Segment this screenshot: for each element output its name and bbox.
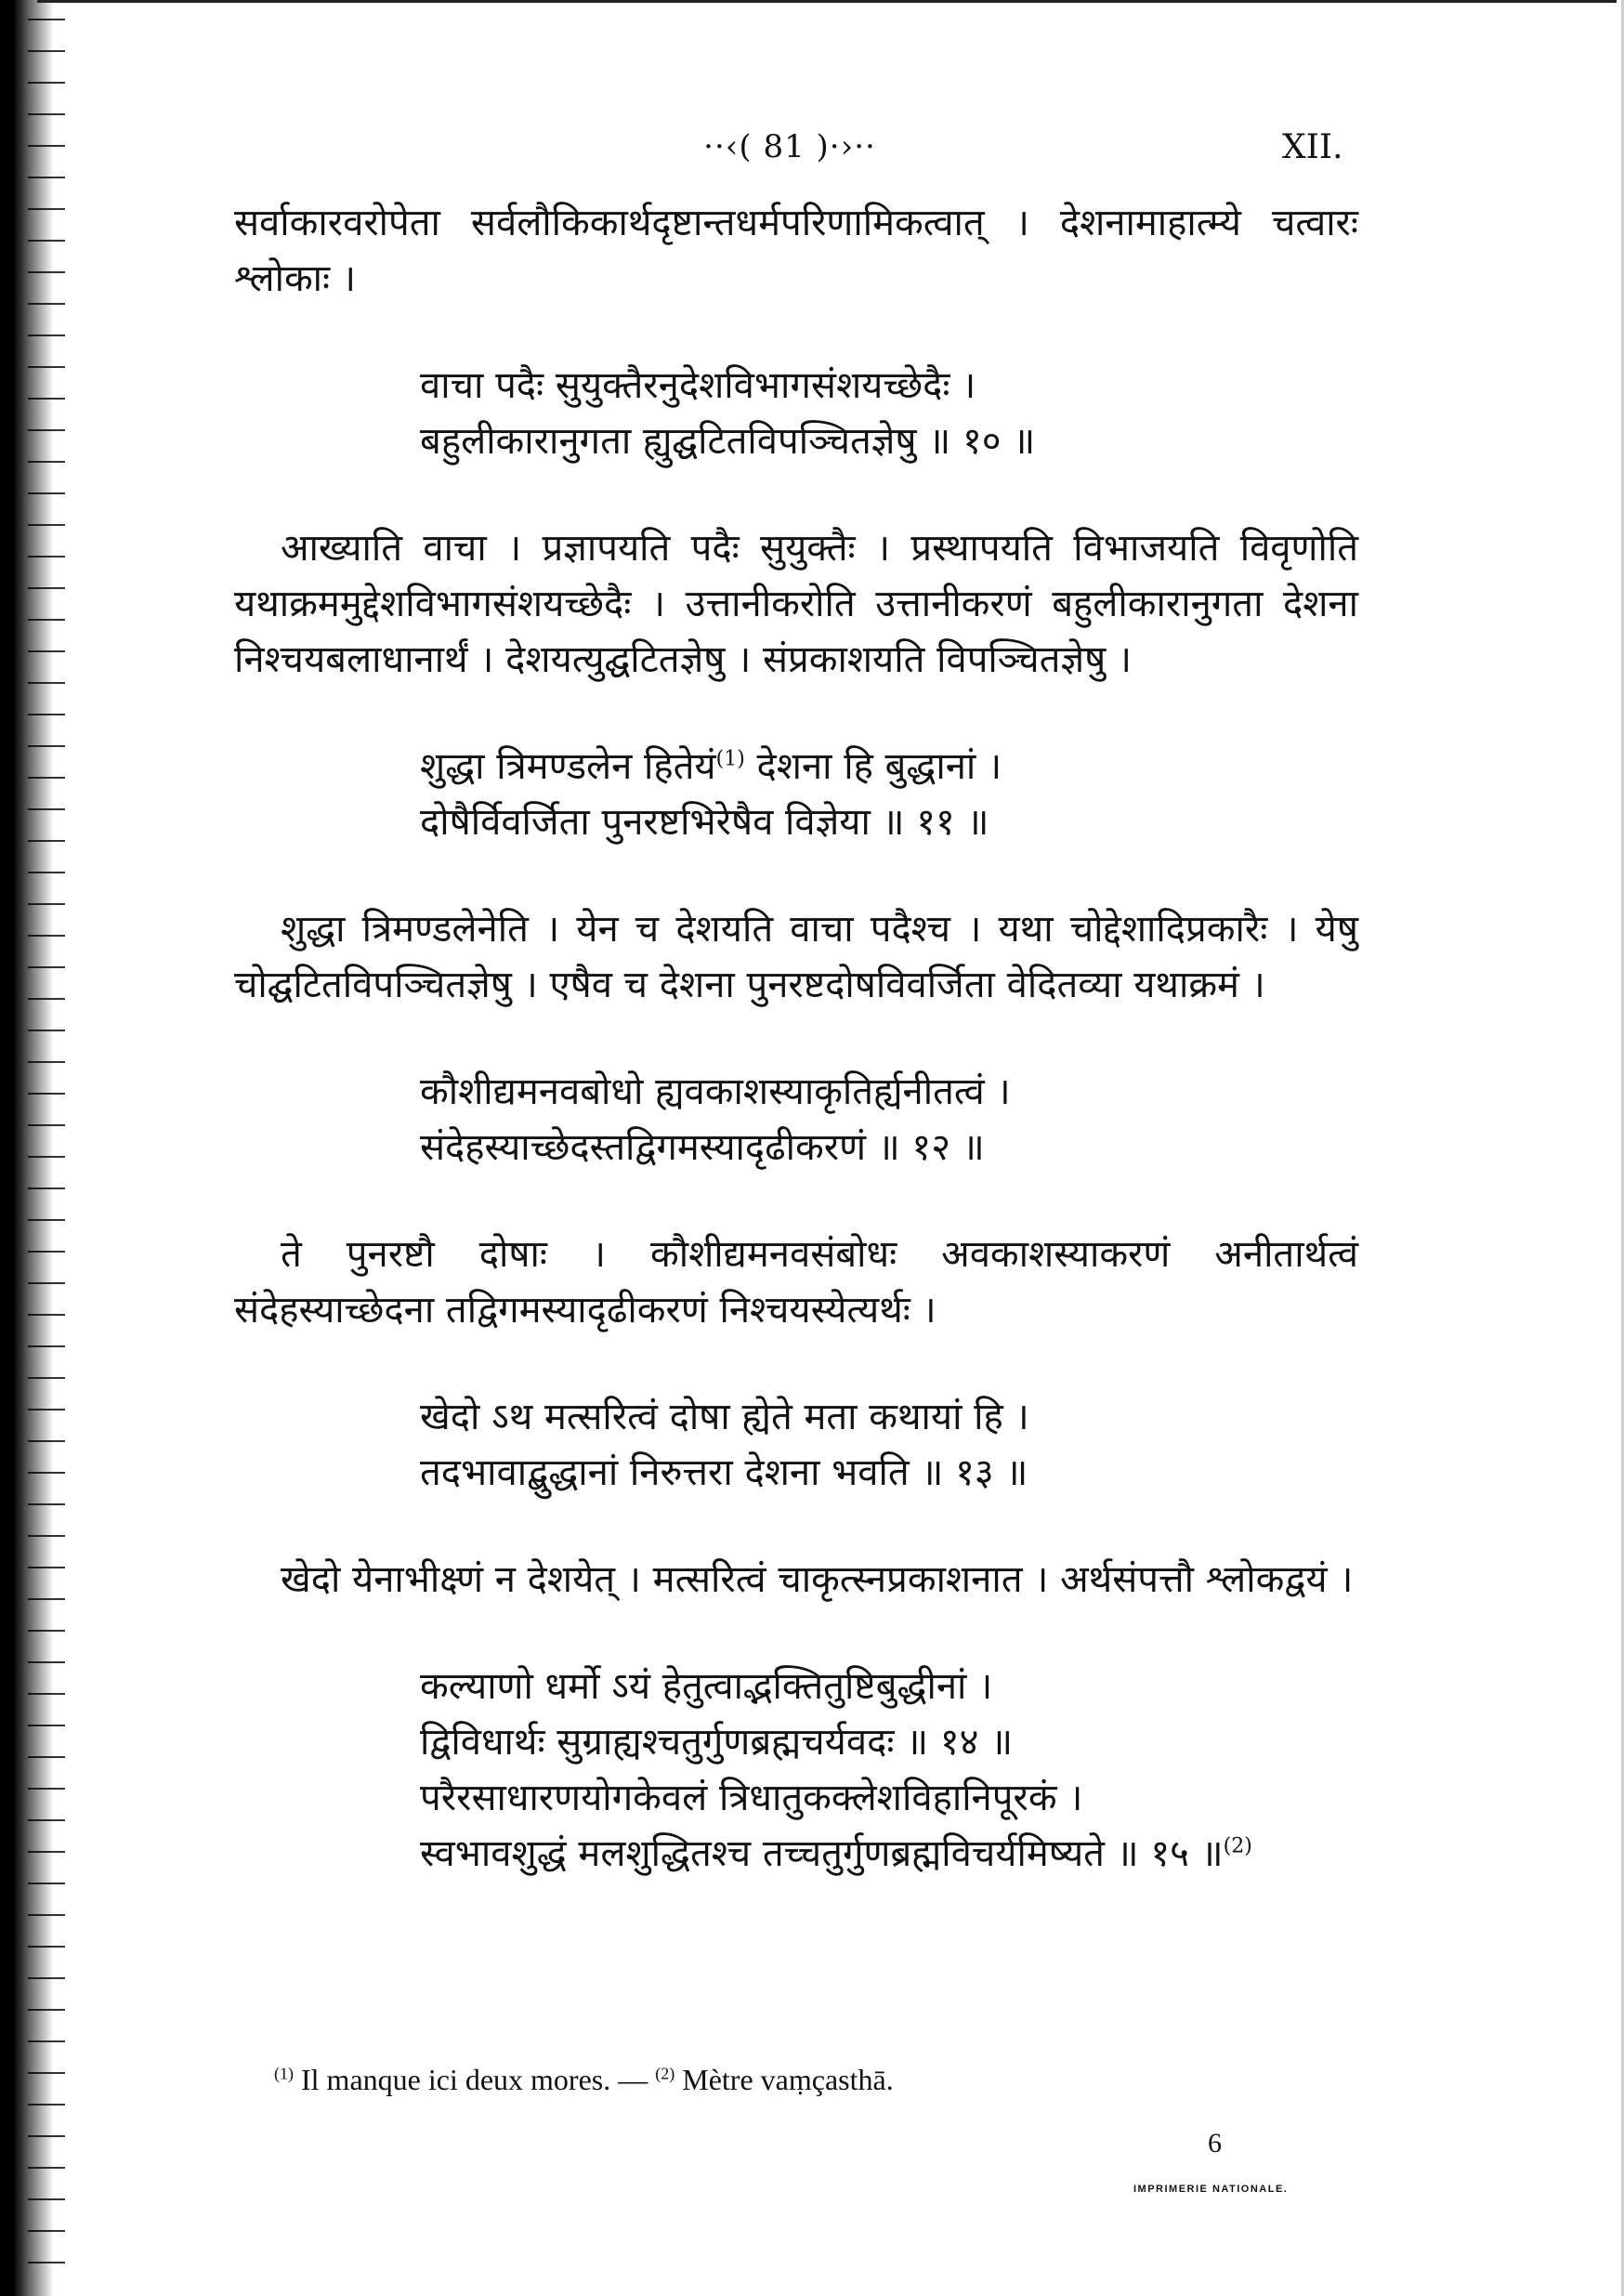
verse-11-line-1 xyxy=(420,739,1358,794)
paragraph-5: खेदो येनाभीक्ष्णं न देशयेत् । मत्सरित्वं चाकृत्स्नप्रकाशनात । अर्थसंपत्तौ श्लोकद्वयं । xyxy=(281,1558,1354,1601)
verse-11-line-2: दोषैर्विवर्जिता पुनरष्टभिरेषैव विज्ञेया ॥ ११ ॥ xyxy=(420,801,989,844)
verse-10-line-2: बहुलीकारानुगता ह्युद्घटितविपञ्चितज्ञेषु ॥ १० ॥ xyxy=(420,420,1036,463)
verse-15-line-2-text: स्वभावशुद्धं मलशुद्धितश्च तच्चतुर्गुणब्रह्मविचर्यमिष्यते ॥ १५ ॥ xyxy=(420,1832,1224,1875)
signature-mark: 6 xyxy=(1208,2128,1222,2158)
verse-13 xyxy=(234,1389,1358,1501)
main-text xyxy=(234,195,1358,1882)
footnote-2-text: Mètre vaṃçasthā. xyxy=(674,2063,894,2096)
binding-marks xyxy=(28,19,65,2276)
verse-14-line-2: द्विविधार्थः सुग्राह्यश्चतुर्गुणब्रह्मचर्यवदः ॥ १४ ॥ xyxy=(420,1721,1014,1764)
verse-14-15 xyxy=(234,1659,1358,1882)
page-number: ··‹( 81 )·›·· xyxy=(703,128,876,165)
footnote-mark-2: (2) xyxy=(655,2064,675,2083)
footnote-mark-1: (1) xyxy=(274,2064,294,2083)
running-head xyxy=(0,128,1624,173)
verse-12-line-1: कौशीद्यमनवबोधो ह्यवकाशस्याकृतिर्ह्यनीतत्वं । xyxy=(420,1070,1011,1113)
verse-12 xyxy=(234,1064,1358,1175)
verse-14-line-1: कल्याणो धर्मो ऽयं हेतुत्वाद्भक्तितुष्टिबुद्धीनां । xyxy=(420,1665,993,1708)
footnote-ref-2: (2) xyxy=(1223,1834,1252,1858)
verse-15-line-2 xyxy=(420,1826,1358,1882)
verse-11-line-1-start: शुद्धा त्रिमण्डलेन हितेयं xyxy=(420,745,716,788)
verse-13-line-2: तदभावाद्बुद्धानां निरुत्तरा देशना भवति ॥ १३ ॥ xyxy=(420,1451,1028,1494)
verse-15-line-1: परैरसाधारणयोगकेवलं त्रिधातुकक्लेशविहानिपूरकं । xyxy=(420,1777,1083,1819)
paragraph-2: आख्याति वाचा । प्रज्ञापयति पदैः सुयुक्तैः । प्रस्थापयति विभाजयति विवृणोति यथाक्रममुद्देशविभागसंशयच्छेदैः । उत्तानीकरोति उत्तानीकरणं बहुलीकारानुगता देशना निश्चयबलाधानार्थं । देशयत्युद्घटितज्ञेषु । संप्रकाशयति विपञ्चितज्ञेषु । xyxy=(234,527,1358,681)
verse-11 xyxy=(234,739,1358,850)
verse-11-line-1-end: देशना हि बुद्धानां । xyxy=(744,745,1002,788)
printer-imprint: IMPRIMERIE NATIONALE. xyxy=(1133,2184,1289,2195)
paragraph-3: शुद्धा त्रिमण्डलेनेति । येन च देशयति वाचा पदैश्च । यथा चोद्देशादिप्रकारैः । येषु चोद्घटितविपञ्चितज्ञेषु । एषैव च देशना पुनरष्टदोषविवर्जिता वेदितव्या यथाक्रमं । xyxy=(234,908,1358,1006)
verse-10 xyxy=(234,358,1358,469)
paragraph-4: ते पुनरष्टौ दोषाः । कौशीद्यमनवसंबोधः अवकाशस्याकरणं अनीतार्थत्वं संदेहस्याच्छेदना तद्विगमस्यादृढीकरणं निश्चयस्येत्यर्थः । xyxy=(234,1233,1358,1332)
verse-12-line-2: संदेहस्याच्छेदस्तद्विगमस्यादृढीकरणं ॥ १२ ॥ xyxy=(420,1126,985,1169)
footnote-ref-1: (1) xyxy=(715,747,745,771)
footnotes xyxy=(274,2063,894,2097)
verse-10-line-1: वाचा पदैः सुयुक्तैरनुदेशविभागसंशयच्छेदैः । xyxy=(420,364,976,407)
footnote-1-text: Il manque ici deux mores. — xyxy=(294,2063,656,2096)
verse-13-line-1: खेदो ऽथ मत्सरित्वं दोषा ह्येते मता कथायां हि । xyxy=(420,1396,1029,1438)
chapter-number: XII. xyxy=(1282,128,1343,166)
paragraph-1: सर्वाकारवरोपेता सर्वलौकिकार्थदृष्टान्तधर्मपरिणामिकत्वात् । देशनामाहात्म्ये चत्वारः श्लोकाः । xyxy=(234,202,1358,300)
top-edge-rule xyxy=(37,0,1617,3)
